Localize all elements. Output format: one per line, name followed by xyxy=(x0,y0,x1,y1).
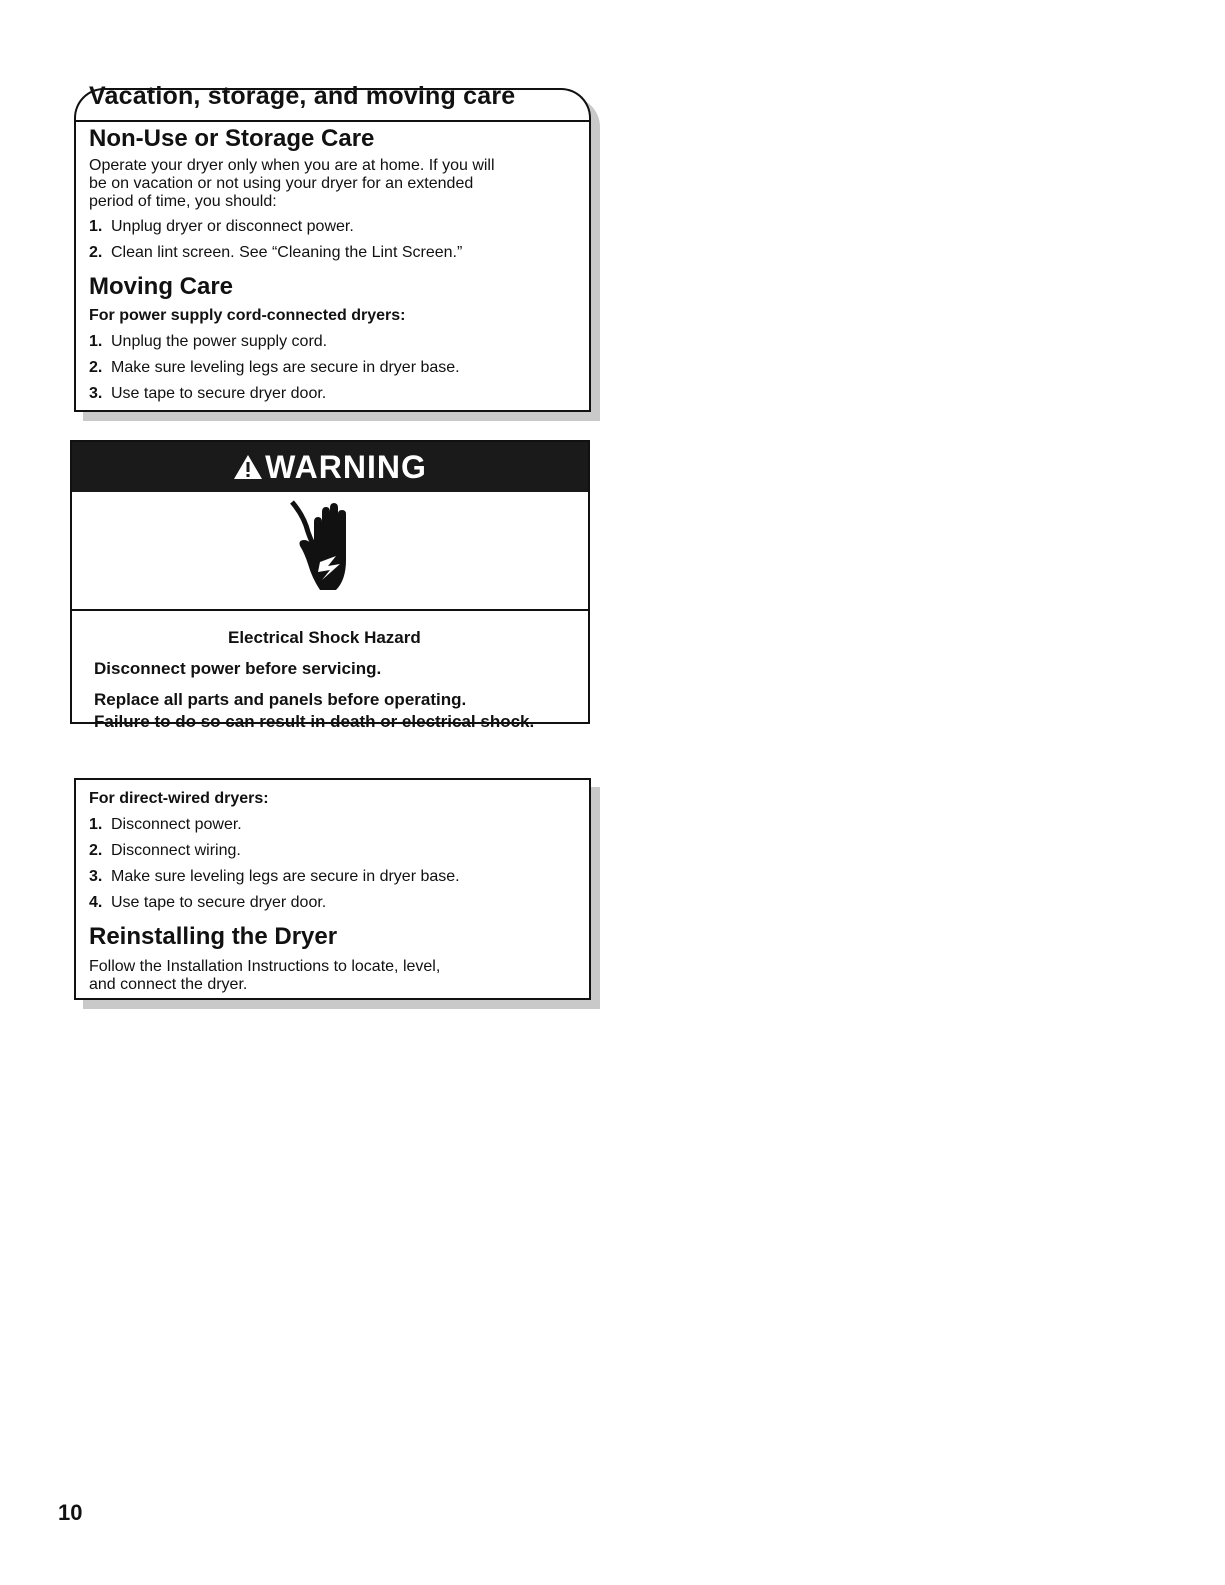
nonuse-intro-line-1: Operate your dryer only when you are at home. If you will xyxy=(89,157,495,174)
page-number: 10 xyxy=(58,1500,83,1525)
list-item xyxy=(89,868,460,886)
warning-banner xyxy=(72,442,588,492)
step-number: 1. xyxy=(89,816,103,833)
panel-inner xyxy=(76,120,589,412)
warning-line-2: Replace all parts and panels before operating. xyxy=(94,690,467,709)
step-number: 2. xyxy=(89,842,103,859)
step-number: 3. xyxy=(89,868,103,885)
step-number: 1. xyxy=(89,218,103,235)
step-number: 1. xyxy=(89,333,103,350)
nonuse-intro-line-3: period of time, you should: xyxy=(89,193,277,210)
direct-wired-panel xyxy=(74,778,591,1000)
list-item xyxy=(89,244,462,262)
step-text: Use tape to secure dryer door. xyxy=(111,385,327,402)
warning-line-1: Disconnect power before servicing. xyxy=(94,659,382,678)
step-text: Disconnect power. xyxy=(111,816,242,833)
step-number: 3. xyxy=(89,385,103,402)
direct-wired-subheading: For direct-wired dryers: xyxy=(89,790,269,807)
warning-triangle-icon xyxy=(233,453,263,481)
reinstall-heading: Reinstalling the Dryer xyxy=(89,923,338,950)
list-item xyxy=(89,333,327,351)
warning-banner-text: WARNING xyxy=(265,449,427,485)
list-item xyxy=(89,816,242,834)
warning-line-3: Failure to do so can result in death or electrical shock. xyxy=(94,712,535,731)
warning-title xyxy=(233,449,427,485)
warning-panel xyxy=(70,440,590,731)
step-number: 4. xyxy=(89,894,103,911)
list-item xyxy=(89,842,241,860)
step-text: Make sure leveling legs are secure in dryer base. xyxy=(111,359,460,376)
vacation-storage-moving-panel xyxy=(74,82,591,412)
step-text: Use tape to secure dryer door. xyxy=(111,894,327,911)
list-item xyxy=(89,359,460,377)
step-text: Disconnect wiring. xyxy=(111,842,241,859)
list-item xyxy=(89,218,354,236)
nonuse-heading: Non-Use or Storage Care xyxy=(89,125,375,152)
electrical-shock-hand-icon xyxy=(290,500,370,600)
step-text: Unplug the power supply cord. xyxy=(111,333,328,350)
step-text: Unplug dryer or disconnect power. xyxy=(111,218,354,235)
moving-subheading: For power supply cord-connected dryers: xyxy=(89,307,406,324)
reinstall-line-2: and connect the dryer. xyxy=(89,976,248,993)
reinstall-line-1: Follow the Installation Instructions to locate, level, xyxy=(89,958,441,975)
step-number: 2. xyxy=(89,359,103,376)
hazard-title: Electrical Shock Hazard xyxy=(228,628,421,647)
warning-icon-area xyxy=(72,492,588,611)
step-text: Make sure leveling legs are secure in dryer base. xyxy=(111,868,460,885)
moving-heading: Moving Care xyxy=(89,273,234,300)
step-text: Clean lint screen. See “Cleaning the Lint Screen.” xyxy=(111,244,463,261)
nonuse-intro-line-2: be on vacation or not using your dryer for an extended xyxy=(89,175,474,192)
list-item xyxy=(89,894,326,912)
section-title: Vacation, storage, and moving care xyxy=(89,82,516,110)
list-item xyxy=(89,385,326,403)
step-number: 2. xyxy=(89,244,103,261)
